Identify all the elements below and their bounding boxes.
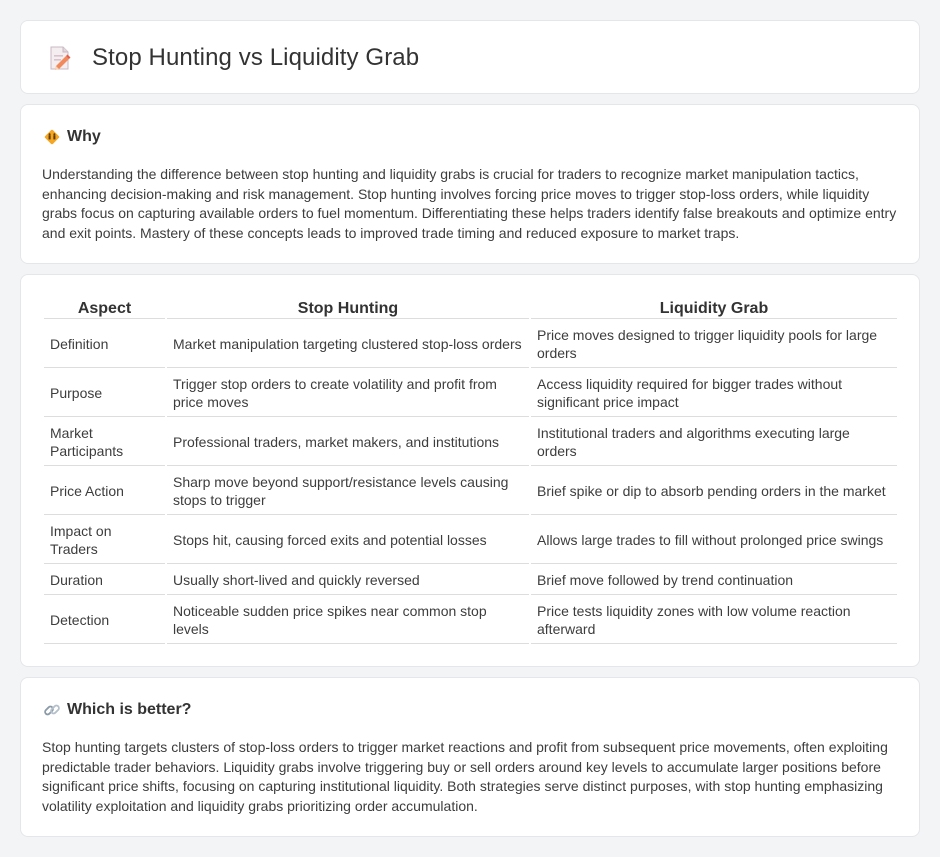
page-title: Stop Hunting vs Liquidity Grab [92,44,420,71]
row-stop-hunting: Market manipulation targeting clustered stop-loss orders [167,321,529,368]
comparison-card [20,274,920,667]
document-pencil-icon [47,44,73,72]
better-text: Stop hunting targets clusters of stop-loss orders to trigger market reactions and profit from subsequent price movements, often exploiting predictable trader behaviors. Liquidity grabs involve triggering buy or sell orders around key levels to accumulate larger positions before significant price shifts, focusing on capturing institutional liquidity. Both strategies serve distinct purposes, with stop hunting emphasizing volatility exploitation and liquidity grabs prioritizing order accumulation. [42,739,888,814]
why-header [43,128,101,146]
better-header [43,701,191,719]
title-row [47,44,419,72]
row-aspect: Market Participants [44,419,165,466]
header-aspect: Aspect [44,297,165,319]
row-liquidity-grab: Brief spike or dip to absorb pending orders in the market [531,468,897,515]
which-is-better-card [20,677,920,837]
table-row [44,370,897,417]
row-aspect: Purpose [44,370,165,417]
why-text: Understanding the difference between stop hunting and liquidity grabs is crucial for traders to recognize market manipulation tactics, enhancing decision-making and risk management. Stop hunting involves forcing price moves to trigger stop-loss orders, while liquidity grabs focus on capturing available orders to fuel momentum. Differentiating these helps traders identify false breakouts and optimize entry and exit points. Mastery of these concepts leads to improved trade timing and reduced exposure to market traps. [42,166,897,241]
row-liquidity-grab: Price moves designed to trigger liquidity pools for large orders [531,321,897,368]
row-stop-hunting: Usually short-lived and quickly reversed [167,566,529,595]
table-row [44,468,897,515]
table-row [44,419,897,466]
comparison-table [42,295,899,646]
row-stop-hunting: Trigger stop orders to create volatility and profit from price moves [167,370,529,417]
table-row [44,321,897,368]
row-liquidity-grab: Access liquidity required for bigger trades without significant price impact [531,370,897,417]
warning-sign-icon [43,128,61,146]
row-stop-hunting: Noticeable sudden price spikes near common stop levels [167,597,529,644]
link-icon [43,701,61,719]
row-liquidity-grab: Brief move followed by trend continuation [531,566,897,595]
header-liquidity-grab: Liquidity Grab [531,297,897,319]
title-card [20,20,920,94]
row-aspect: Definition [44,321,165,368]
row-stop-hunting: Sharp move beyond support/resistance levels causing stops to trigger [167,468,529,515]
why-card [20,104,920,264]
row-aspect: Duration [44,566,165,595]
row-stop-hunting: Professional traders, market makers, and institutions [167,419,529,466]
row-stop-hunting: Stops hit, causing forced exits and potential losses [167,517,529,564]
why-heading: Why [67,128,101,145]
table-row [44,597,897,644]
row-aspect: Price Action [44,468,165,515]
row-aspect: Detection [44,597,165,644]
row-liquidity-grab: Price tests liquidity zones with low volume reaction afterward [531,597,897,644]
table-header-row [44,297,897,319]
better-heading: Which is better? [67,701,192,718]
row-aspect: Impact on Traders [44,517,165,564]
header-stop-hunting: Stop Hunting [167,297,529,319]
table-row [44,566,897,595]
table-row [44,517,897,564]
row-liquidity-grab: Allows large trades to fill without prolonged price swings [531,517,897,564]
row-liquidity-grab: Institutional traders and algorithms executing large orders [531,419,897,466]
